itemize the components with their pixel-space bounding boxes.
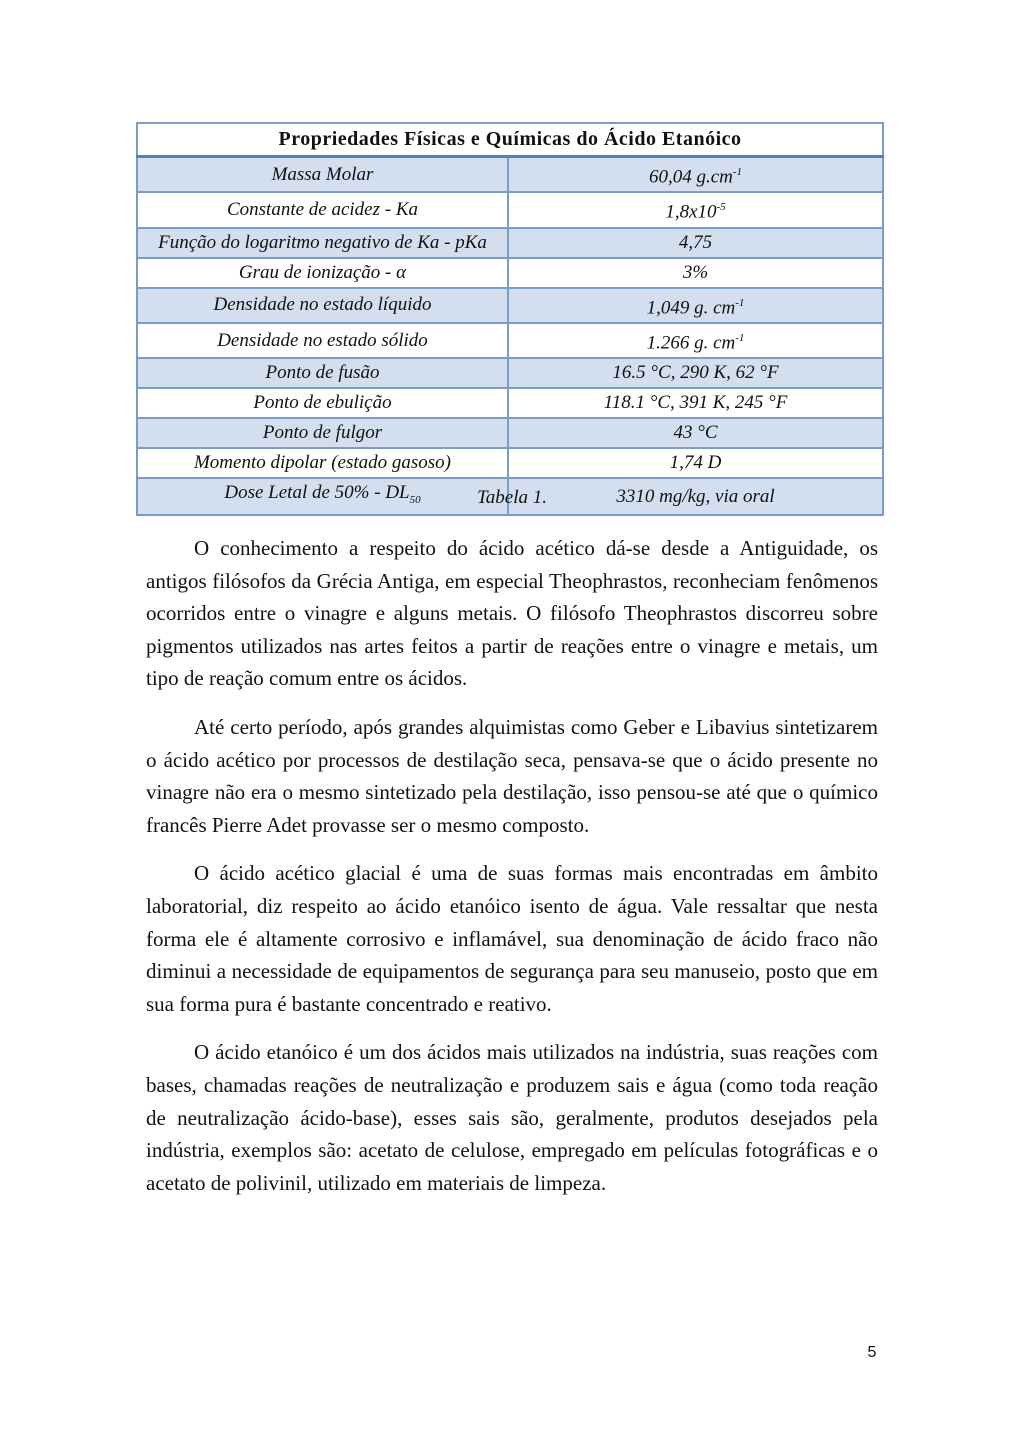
table-row bbox=[137, 228, 883, 258]
property-name: Grau de ionização - α bbox=[137, 258, 508, 288]
body-text bbox=[146, 532, 878, 1215]
property-name: Momento dipolar (estado gasoso) bbox=[137, 448, 508, 478]
property-value: 118.1 °C, 391 K, 245 °F bbox=[508, 388, 883, 418]
property-name: Densidade no estado líquido bbox=[137, 288, 508, 323]
properties-table bbox=[136, 122, 884, 516]
property-name: Ponto de fusão bbox=[137, 358, 508, 388]
table-row bbox=[137, 448, 883, 478]
property-value: 1,74 D bbox=[508, 448, 883, 478]
property-value: 3% bbox=[508, 258, 883, 288]
property-name: Função do logaritmo negativo de Ka - pKa bbox=[137, 228, 508, 258]
table-row bbox=[137, 323, 883, 358]
paragraph: Até certo período, após grandes alquimistas como Geber e Libavius sintetizarem o ácido acético por processos de destilação seca, pensava-se que o ácido presente no vinagre não era o mesmo sintetizado pela destilação, isso pensou-se até que o químico francês Pierre Adet provasse ser o mesmo composto. bbox=[146, 714, 878, 837]
table-row bbox=[137, 388, 883, 418]
table-row bbox=[137, 358, 883, 388]
property-name: Ponto de ebulição bbox=[137, 388, 508, 418]
table-title: Propriedades Físicas e Químicas do Ácido Etanóico bbox=[137, 123, 883, 157]
paragraph: O ácido acético glacial é uma de suas formas mais encontradas em âmbito laboratorial, diz respeito ao ácido etanóico isento de água. Vale ressaltar que nesta forma ele é altamente corrosivo e inflamável, sua denominação de ácido fraco não diminui a necessidade de equipamentos de segurança para seu manuseio, posto que em sua forma pura é bastante concentrado e reativo. bbox=[146, 861, 878, 1016]
property-name: Constante de acidez - Ka bbox=[137, 192, 508, 227]
property-value: 16.5 °C, 290 K, 62 °F bbox=[508, 358, 883, 388]
property-value: $1,8x10^{-5}$ bbox=[508, 192, 883, 227]
property-name: Massa Molar bbox=[137, 157, 508, 193]
table-row bbox=[137, 157, 883, 193]
paragraph: O conhecimento a respeito do ácido acético dá-se desde a Antiguidade, os antigos filósofos da Grécia Antiga, em especial Theophrastos, reconheciam fenômenos ocorridos entre o vinagre e alguns metais. O filósofo Theophrastos discorreu sobre pigmentos utilizados nas artes feitos a partir de reações entre o vinagre e metais, um tipo de reação comum entre os ácidos. bbox=[146, 536, 878, 691]
property-name: Ponto de fulgor bbox=[137, 418, 508, 448]
paragraph: O ácido etanóico é um dos ácidos mais utilizados na indústria, suas reações com bases, chamadas reações de neutralização e produzem sais e água (como toda reação de neutralização ácido-base), esses sais são, geralmente, produtos desejados pela indústria, exemplos são: acetato de celulose, empregado em películas fotográficas e o acetato de polivinil, utilizado em materiais de limpeza. bbox=[146, 1040, 878, 1195]
table-row bbox=[137, 288, 883, 323]
table-header-row bbox=[137, 123, 883, 157]
property-name: Densidade no estado sólido bbox=[137, 323, 508, 358]
property-value: 60,04 $g.cm^{-1}$ bbox=[508, 157, 883, 193]
property-value: 1,049 g. $cm^{-1}$ bbox=[508, 288, 883, 323]
property-value: 4,75 bbox=[508, 228, 883, 258]
page-number: 5 bbox=[867, 1344, 877, 1361]
property-name: Dose Letal de $50\% - DL_{50}$ bbox=[137, 478, 508, 515]
property-value: 3310 mg/kg, via oral bbox=[508, 478, 883, 515]
table-row bbox=[137, 258, 883, 288]
table-row bbox=[137, 418, 883, 448]
property-value: 1.266 g. $cm^{-1}$ bbox=[508, 323, 883, 358]
table-caption: Tabela 1. bbox=[476, 487, 548, 508]
property-value: 43 °C bbox=[508, 418, 883, 448]
table-row bbox=[137, 192, 883, 227]
